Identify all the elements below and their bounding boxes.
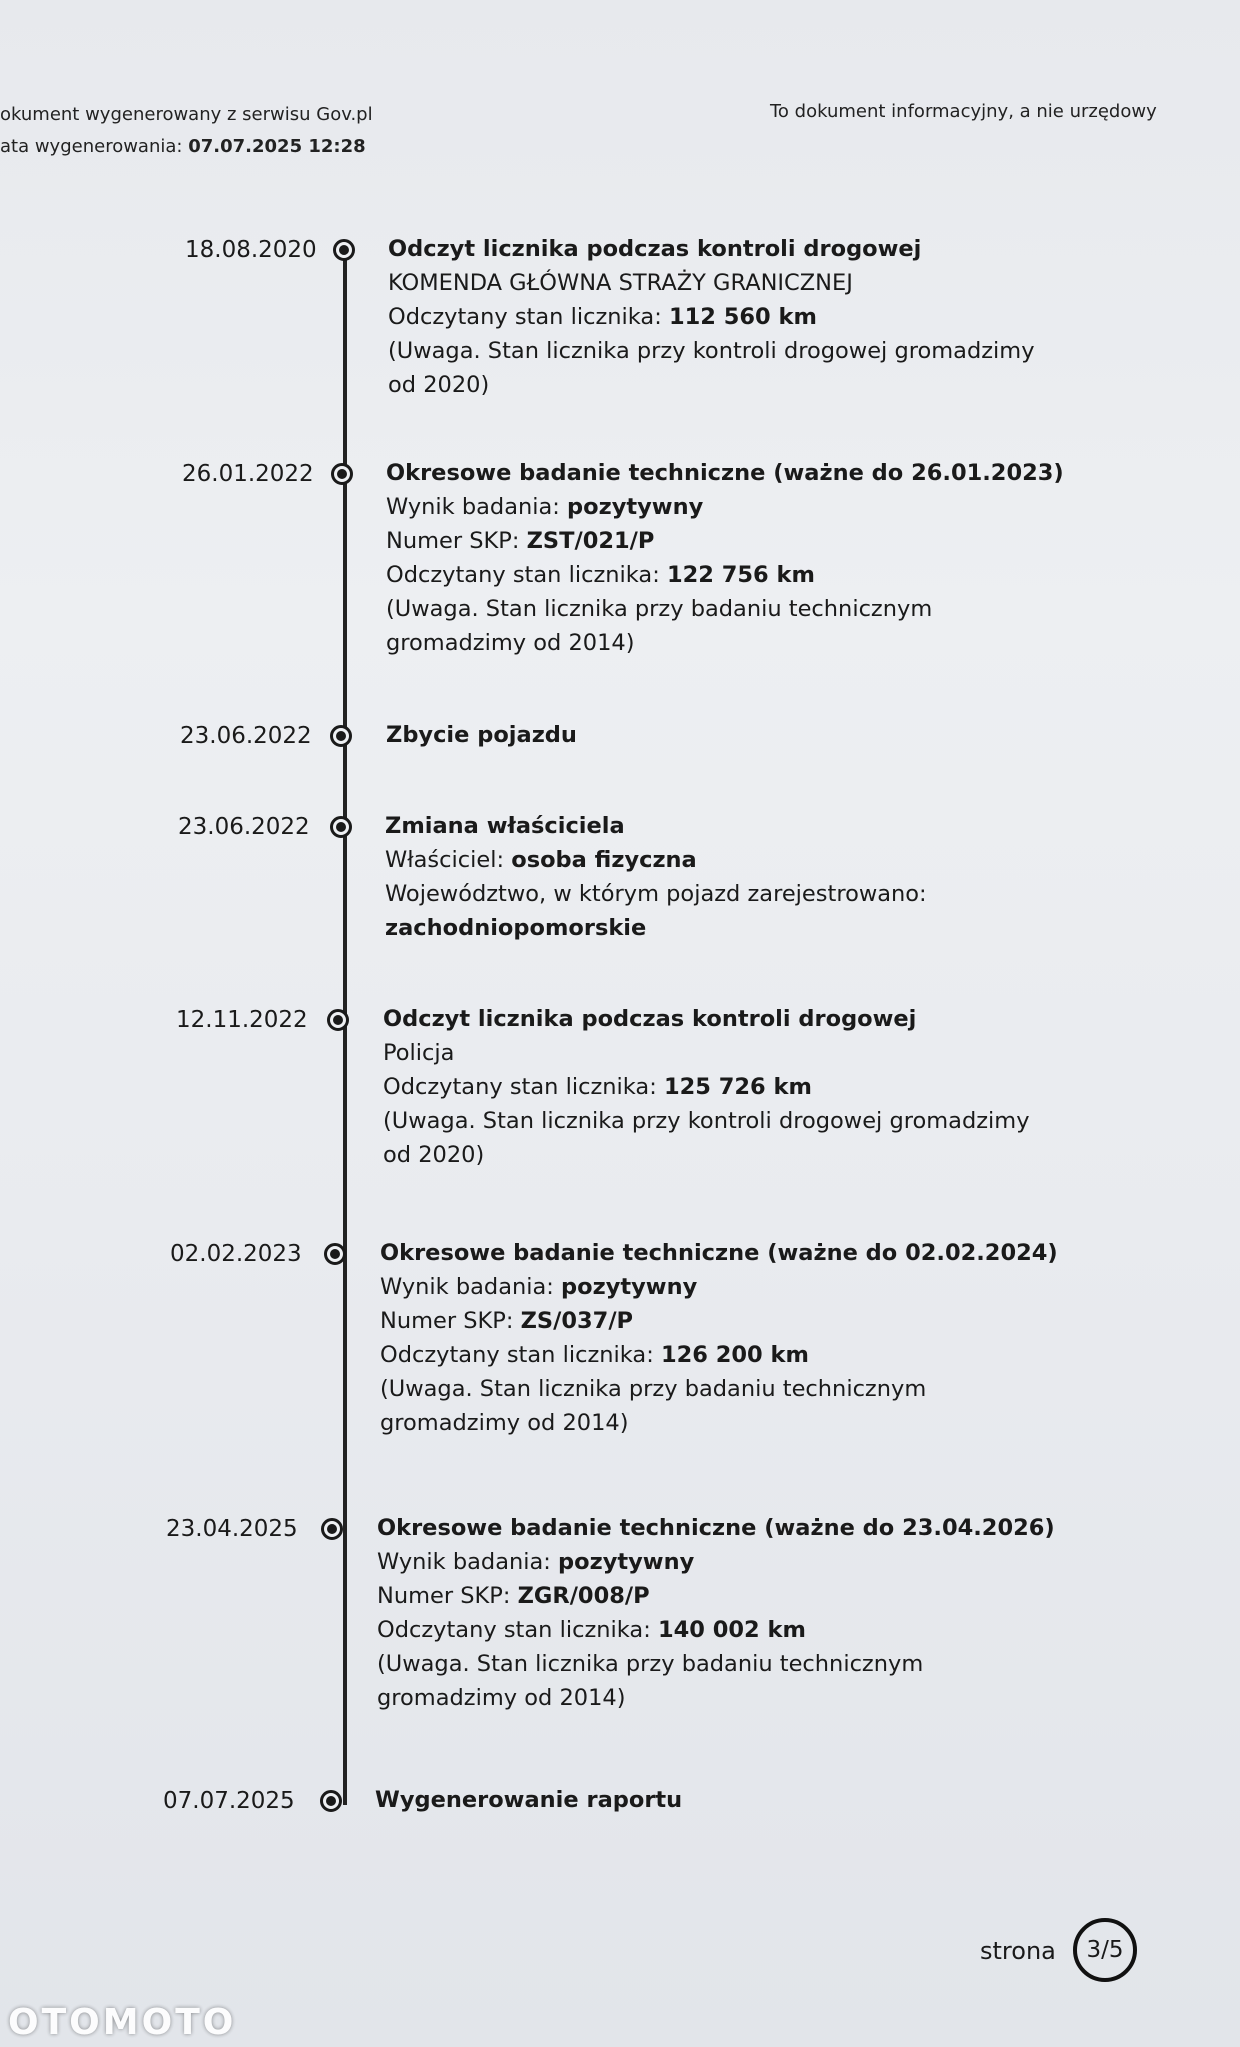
event-detail-line: [380, 1372, 1060, 1440]
event-date: 12.11.2022: [176, 1007, 308, 1033]
event-detail-text: (Uwaga. Stan licznika przy kontroli drogowej gromadzimy od 2020): [383, 1108, 1030, 1168]
event-detail-label: Odczytany stan licznika:: [388, 304, 662, 330]
timeline-event: [386, 456, 1066, 660]
timeline-marker-icon: [320, 1790, 342, 1812]
event-detail-label: Odczytany stan licznika:: [377, 1617, 651, 1643]
page-number-badge: [1073, 1918, 1137, 1982]
event-detail-value: 140 002 km: [657, 1617, 806, 1643]
page-number: 3/5: [1086, 1937, 1124, 1963]
timeline-event: [375, 1783, 1055, 1817]
event-detail-text: (Uwaga. Stan licznika przy badaniu technicznym gromadzimy od 2014): [380, 1376, 927, 1436]
event-detail-line: [386, 592, 1066, 660]
generation-date-value: 07.07.2025 12:28: [188, 136, 366, 157]
event-detail-value: zachodniopomorskie: [385, 915, 647, 941]
event-detail-label: Wynik badania:: [386, 494, 560, 520]
timeline-marker-icon: [324, 1243, 346, 1265]
event-detail-line: [377, 1647, 1057, 1715]
event-detail-label: Odczytany stan licznika:: [383, 1074, 657, 1100]
event-date: 26.01.2022: [182, 461, 314, 487]
timeline-event: [385, 809, 1065, 945]
event-detail-line: [388, 266, 1068, 300]
event-detail-value: 112 560 km: [668, 304, 817, 330]
event-detail-text: (Uwaga. Stan licznika przy badaniu technicznym gromadzimy od 2014): [386, 596, 933, 656]
event-detail-text: (Uwaga. Stan licznika przy badaniu technicznym gromadzimy od 2014): [377, 1651, 924, 1711]
event-detail-line: [380, 1270, 1060, 1304]
event-detail-line: [383, 1104, 1063, 1172]
event-detail-text: Policja: [383, 1040, 455, 1066]
event-detail-value: 126 200 km: [660, 1342, 809, 1368]
event-title: Wygenerowanie raportu: [375, 1787, 683, 1813]
event-detail-value: ZS/037/P: [520, 1308, 634, 1334]
event-date: 23.06.2022: [180, 723, 312, 749]
event-detail-label: Odczytany stan licznika:: [380, 1342, 654, 1368]
event-date: 02.02.2023: [170, 1241, 302, 1267]
timeline-event: [383, 1002, 1063, 1172]
event-detail-label: Numer SKP:: [380, 1308, 514, 1334]
event-title: Zbycie pojazdu: [386, 722, 577, 748]
event-detail-line: [377, 1545, 1057, 1579]
event-title: Zmiana właściciela: [385, 813, 625, 839]
event-detail-text: (Uwaga. Stan licznika przy kontroli drogowej gromadzimy od 2020): [388, 338, 1035, 398]
timeline-event: [380, 1236, 1060, 1440]
timeline-marker-icon: [321, 1518, 343, 1540]
document-source-text: okument wygenerowany z serwisu Gov.pl: [0, 104, 373, 125]
event-detail-label: Odczytany stan licznika:: [386, 562, 660, 588]
event-detail-value: 122 756 km: [666, 562, 815, 588]
event-detail-line: [385, 911, 1065, 945]
timeline-marker-icon: [330, 725, 352, 747]
event-detail-line: [377, 1613, 1057, 1647]
event-detail-line: [386, 558, 1066, 592]
event-detail-value: 125 726 km: [663, 1074, 812, 1100]
timeline-event: [377, 1511, 1057, 1715]
event-detail-value: pozytywny: [561, 1274, 698, 1300]
event-detail-value: pozytywny: [558, 1549, 695, 1575]
generation-date-label: ata wygenerowania:: [0, 136, 183, 157]
timeline-event: [388, 232, 1068, 402]
timeline-marker-icon: [331, 463, 353, 485]
event-date: 23.04.2025: [166, 1516, 298, 1542]
event-detail-label: Właściciel:: [385, 847, 505, 873]
event-detail-line: [377, 1579, 1057, 1613]
event-title: Okresowe badanie techniczne (ważne do 02.02.2024): [380, 1240, 1058, 1266]
event-detail-line: [388, 300, 1068, 334]
event-detail-value: osoba fizyczna: [511, 847, 697, 873]
timeline-marker-icon: [330, 816, 352, 838]
event-title: Odczyt licznika podczas kontroli drogowej: [388, 236, 922, 262]
event-detail-line: [380, 1304, 1060, 1338]
event-detail-line: [386, 490, 1066, 524]
event-detail-line: [385, 877, 1065, 911]
event-detail-label: Numer SKP:: [377, 1583, 511, 1609]
event-detail-value: ZST/021/P: [526, 528, 655, 554]
event-detail-text: Województwo, w którym pojazd zarejestrowano:: [385, 881, 927, 907]
timeline-event: [386, 718, 1066, 752]
timeline-marker-icon: [333, 239, 355, 261]
event-detail-value: ZGR/008/P: [517, 1583, 650, 1609]
timeline-marker-icon: [327, 1009, 349, 1031]
page-label-text: strona: [980, 1937, 1056, 1965]
event-detail-label: Numer SKP:: [386, 528, 520, 554]
event-detail-line: [386, 524, 1066, 558]
event-detail-value: pozytywny: [567, 494, 704, 520]
event-detail-label: Wynik badania:: [380, 1274, 554, 1300]
event-detail-label: Wynik badania:: [377, 1549, 551, 1575]
event-date: 07.07.2025: [163, 1788, 295, 1814]
event-detail-text: KOMENDA GŁÓWNA STRAŻY GRANICZNEJ: [388, 270, 853, 296]
document-source: [0, 104, 373, 125]
event-title: Okresowe badanie techniczne (ważne do 23.04.2026): [377, 1515, 1055, 1541]
event-detail-line: [383, 1036, 1063, 1070]
generation-date: [0, 136, 366, 157]
event-detail-line: [383, 1070, 1063, 1104]
otomoto-watermark: OTOMOTO: [8, 2002, 237, 2043]
event-detail-line: [380, 1338, 1060, 1372]
event-detail-line: [388, 334, 1068, 402]
document-notice-text: To dokument informacyjny, a nie urzędowy: [770, 101, 1157, 122]
event-date: 23.06.2022: [178, 814, 310, 840]
event-title: Okresowe badanie techniczne (ważne do 26.01.2023): [386, 460, 1064, 486]
event-detail-line: [385, 843, 1065, 877]
document-notice: [770, 101, 1157, 122]
event-date: 18.08.2020: [185, 237, 317, 263]
event-title: Odczyt licznika podczas kontroli drogowej: [383, 1006, 917, 1032]
